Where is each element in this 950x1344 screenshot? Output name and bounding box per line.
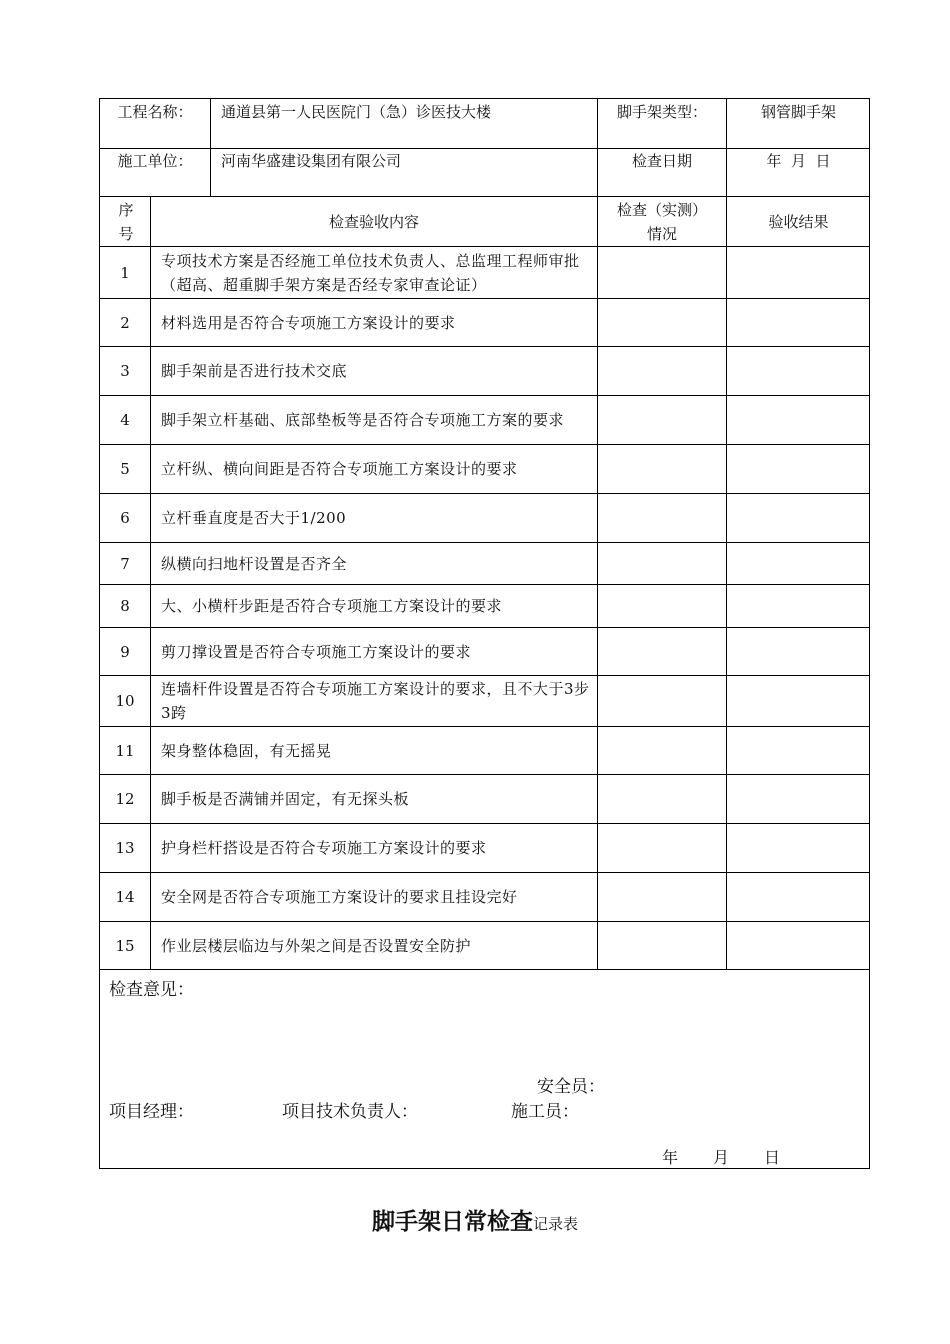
sign-day: 日 bbox=[764, 1148, 781, 1167]
inspect-date: 年 月 日 bbox=[766, 152, 831, 170]
form-title-main: 脚手架日常检查 bbox=[371, 1209, 533, 1235]
row-content: 脚手架前是否进行技术交底 bbox=[161, 362, 348, 380]
contractor: 河南华盛建设集团有限公司 bbox=[221, 152, 402, 170]
row-content: 护身栏杆搭设是否符合专项施工方案设计的要求 bbox=[161, 839, 487, 857]
project-name: 通道县第一人民医院门（急）诊医技大楼 bbox=[221, 103, 492, 121]
row-number: 15 bbox=[115, 936, 135, 955]
opinion-label: 检查意见： bbox=[109, 980, 194, 1000]
sign-month: 月 bbox=[713, 1148, 730, 1167]
safety-officer-label: 安全员： bbox=[537, 1077, 605, 1097]
row-number: 2 bbox=[120, 313, 130, 332]
row-number: 14 bbox=[115, 888, 135, 906]
form-title-suffix: 记录表 bbox=[532, 1215, 578, 1233]
form-title bbox=[0, 1203, 950, 1236]
row-number: 11 bbox=[115, 741, 135, 760]
row-number: 8 bbox=[120, 597, 130, 615]
row-content: 连墙杆件设置是否符合专项施工方案设计的要求，且不大于3步3跨 bbox=[161, 680, 590, 722]
row-content: 材料选用是否符合专项施工方案设计的要求 bbox=[161, 313, 456, 332]
row-number: 1 bbox=[120, 263, 130, 282]
scaffold-type: 钢管脚手架 bbox=[760, 103, 836, 121]
construction-worker-label: 施工员： bbox=[511, 1102, 579, 1122]
inspection-form bbox=[99, 98, 870, 1169]
rule bbox=[100, 969, 869, 970]
project-name-label: 工程名称： bbox=[117, 103, 193, 121]
row-content: 脚手板是否满铺并固定，有无探头板 bbox=[161, 790, 410, 808]
row-content: 脚手架立杆基础、底部垫板等是否符合专项施工方案的要求 bbox=[161, 411, 565, 429]
row-number: 7 bbox=[120, 554, 130, 573]
scaffold-type-label: 脚手架类型： bbox=[616, 103, 707, 121]
inspect-date-label: 检查日期 bbox=[631, 152, 692, 170]
row-number: 12 bbox=[115, 790, 135, 808]
row-content: 立杆纵、横向间距是否符合专项施工方案设计的要求 bbox=[161, 460, 518, 478]
row-number: 5 bbox=[120, 460, 130, 478]
project-manager-label: 项目经理： bbox=[109, 1102, 194, 1122]
row-number: 13 bbox=[115, 839, 135, 857]
row-content: 专项技术方案是否经施工单位技术负责人、总监理工程师审批（超高、超重脚手架方案是否经专家审查论证） bbox=[161, 251, 580, 294]
column-header-content: 检查验收内容 bbox=[328, 213, 419, 231]
row-number: 9 bbox=[120, 642, 130, 661]
column-header-result: 验收结果 bbox=[768, 213, 829, 231]
column-header-seq: 序号 bbox=[118, 201, 134, 243]
tech-lead-label: 项目技术负责人： bbox=[282, 1102, 418, 1122]
row-content: 架身整体稳固，有无摇晃 bbox=[161, 741, 332, 760]
row-number: 10 bbox=[115, 692, 135, 710]
row-number: 6 bbox=[120, 509, 130, 527]
column-header-status: 检查（实测）情况 bbox=[616, 201, 707, 243]
row-content: 安全网是否符合专项施工方案设计的要求且挂设完好 bbox=[161, 888, 518, 906]
row-number: 3 bbox=[120, 362, 130, 380]
row-content: 立杆垂直度是否大于1/200 bbox=[161, 509, 347, 527]
row-content: 纵横向扫地杆设置是否齐全 bbox=[161, 554, 348, 573]
sign-year: 年 bbox=[662, 1148, 679, 1167]
row-number: 4 bbox=[120, 411, 130, 429]
contractor-label: 施工单位： bbox=[117, 152, 193, 170]
row-content: 剪刀撑设置是否符合专项施工方案设计的要求 bbox=[161, 642, 472, 661]
row-content: 大、小横杆步距是否符合专项施工方案设计的要求 bbox=[161, 597, 503, 615]
row-content: 作业层楼层临边与外架之间是否设置安全防护 bbox=[161, 936, 472, 955]
